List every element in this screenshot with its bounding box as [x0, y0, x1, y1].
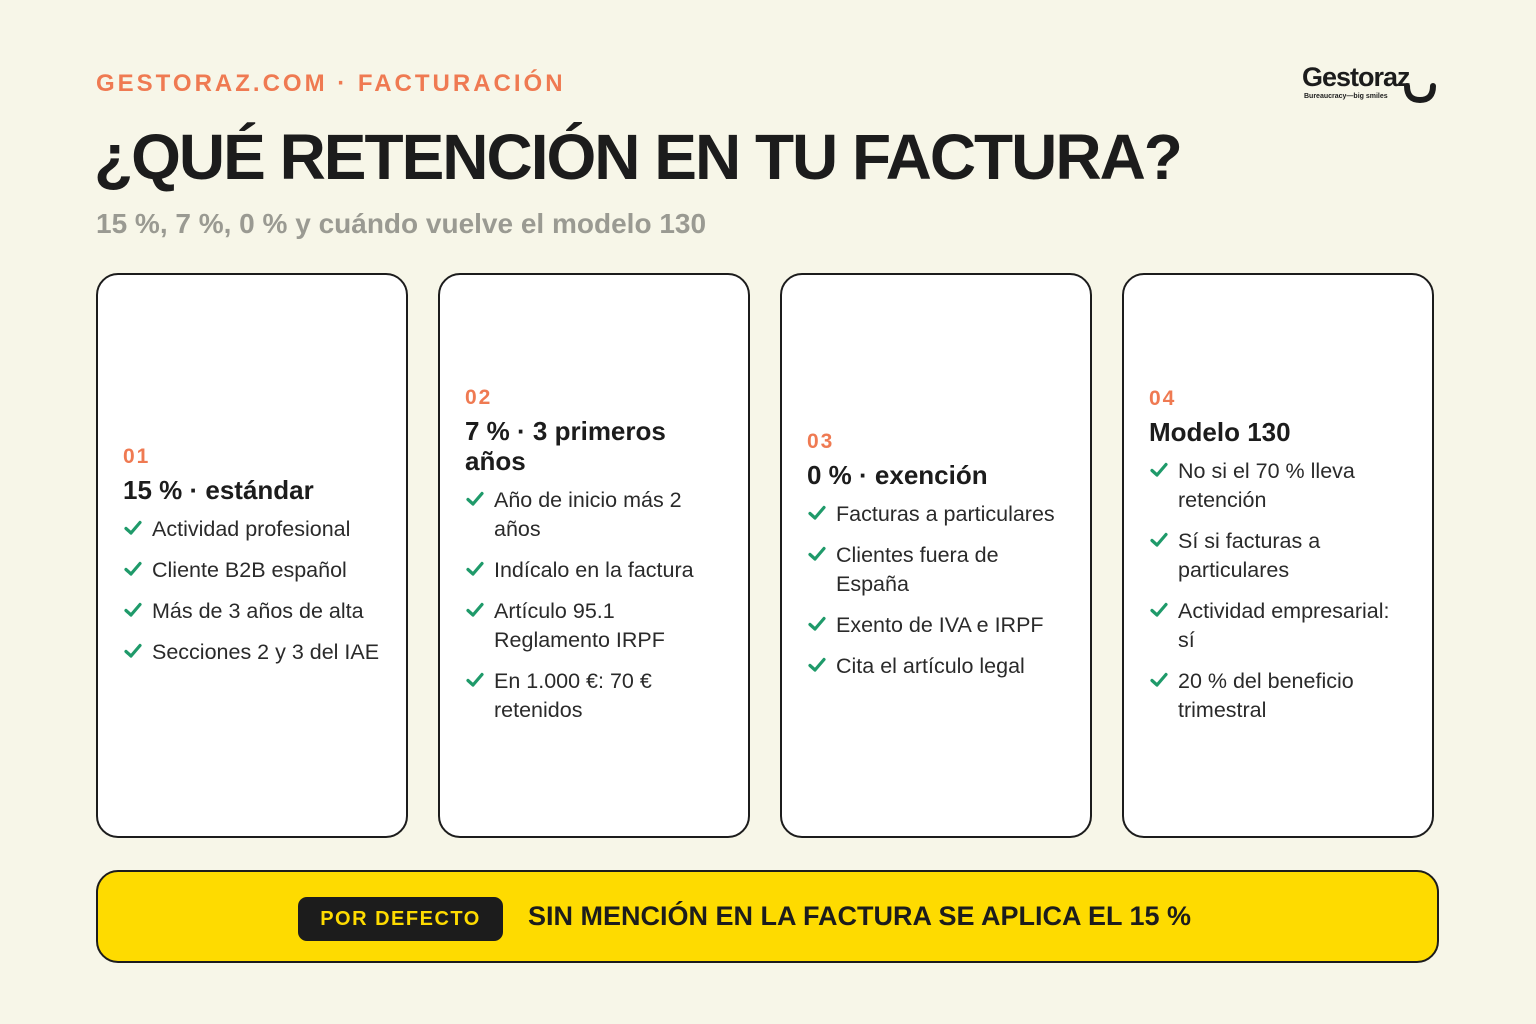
smile-icon: [1403, 82, 1437, 104]
list-item-text: Secciones 2 y 3 del IAE: [152, 639, 380, 664]
card-estandar: [96, 273, 408, 838]
check-icon: [466, 561, 484, 577]
card-number: 04: [1149, 386, 1177, 410]
banner-text: SIN MENCIÓN EN LA FACTURA SE APLICA EL 15 %: [528, 901, 1192, 931]
list-item: [1149, 527, 1408, 585]
list-item-text: Cita el artículo legal: [836, 654, 1025, 678]
card-number: 01: [123, 444, 151, 468]
card-number: 02: [465, 386, 493, 409]
list-item-text: Clientes fuera de España: [836, 543, 999, 596]
list-item: [807, 611, 1066, 640]
default-badge: POR DEFECTO: [298, 897, 503, 941]
list-item: [1149, 457, 1408, 515]
list-item-text: Indícalo en la factura: [494, 558, 694, 582]
card-points: [465, 486, 724, 725]
check-icon: [466, 672, 484, 688]
card-points: [807, 500, 1066, 681]
card-title: 7 % · 3 primeros años: [465, 416, 666, 476]
list-item-text: Cliente B2B español: [152, 557, 347, 582]
list-item: [465, 556, 724, 585]
list-item: [1149, 597, 1408, 655]
list-item: [807, 541, 1066, 599]
check-icon: [124, 520, 142, 536]
card-title: 15 % · estándar: [123, 474, 314, 505]
list-item-text: En 1.000 €: 70 € retenidos: [494, 669, 652, 722]
logo-tagline: Bureaucracy—big smiles: [1304, 93, 1388, 100]
list-item-text: Más de 3 años de alta: [152, 598, 364, 623]
list-item: [123, 556, 382, 585]
check-icon: [1150, 462, 1168, 478]
check-icon: [808, 505, 826, 521]
check-icon: [466, 491, 484, 507]
list-item: [465, 667, 724, 725]
kicker: GESTORAZ.COM · FACTURACIÓN: [96, 70, 566, 97]
check-icon: [1150, 602, 1168, 618]
card-points: [123, 515, 382, 667]
logo-wordmark: Gestoraz: [1302, 62, 1410, 92]
page-title: ¿QUÉ RETENCIÓN EN TU FACTURA?: [94, 121, 1181, 193]
list-item-text: Exento de IVA e IRPF: [836, 613, 1044, 637]
list-item-text: Actividad empresarial: sí: [1178, 598, 1390, 652]
card-primeros-anos: [438, 273, 750, 838]
check-icon: [808, 546, 826, 562]
card-number: 03: [807, 430, 835, 453]
default-banner: [96, 870, 1439, 963]
list-item-text: Año de inicio más 2 años: [494, 488, 682, 541]
check-icon: [1150, 672, 1168, 688]
list-item: [465, 597, 724, 655]
list-item: [807, 500, 1066, 529]
list-item-text: Actividad profesional: [152, 516, 351, 541]
check-icon: [124, 643, 142, 659]
card-exencion: [780, 273, 1092, 838]
check-icon: [124, 561, 142, 577]
list-item-text: Sí si facturas a particulares: [1178, 528, 1321, 582]
check-icon: [808, 657, 826, 673]
list-item-text: Artículo 95.1 Reglamento IRPF: [494, 599, 665, 652]
list-item: [1149, 667, 1408, 725]
card-modelo-130: [1122, 273, 1434, 838]
list-item: [123, 515, 382, 544]
card-points: [1149, 457, 1408, 725]
card-title: Modelo 130: [1149, 416, 1291, 447]
check-icon: [1150, 532, 1168, 548]
check-icon: [124, 602, 142, 618]
list-item: [123, 597, 382, 626]
list-item: [465, 486, 724, 544]
page-subtitle: 15 %, 7 %, 0 % y cuándo vuelve el modelo 130: [96, 208, 707, 239]
check-icon: [808, 616, 826, 632]
gestoraz-logo[interactable]: [1300, 62, 1445, 108]
check-icon: [466, 602, 484, 618]
list-item-text: No si el 70 % lleva retención: [1178, 458, 1355, 512]
list-item-text: 20 % del beneficio trimestral: [1178, 668, 1354, 722]
list-item-text: Facturas a particulares: [836, 502, 1055, 526]
list-item: [123, 638, 382, 667]
card-title: 0 % · exención: [807, 460, 988, 490]
list-item: [807, 652, 1066, 681]
